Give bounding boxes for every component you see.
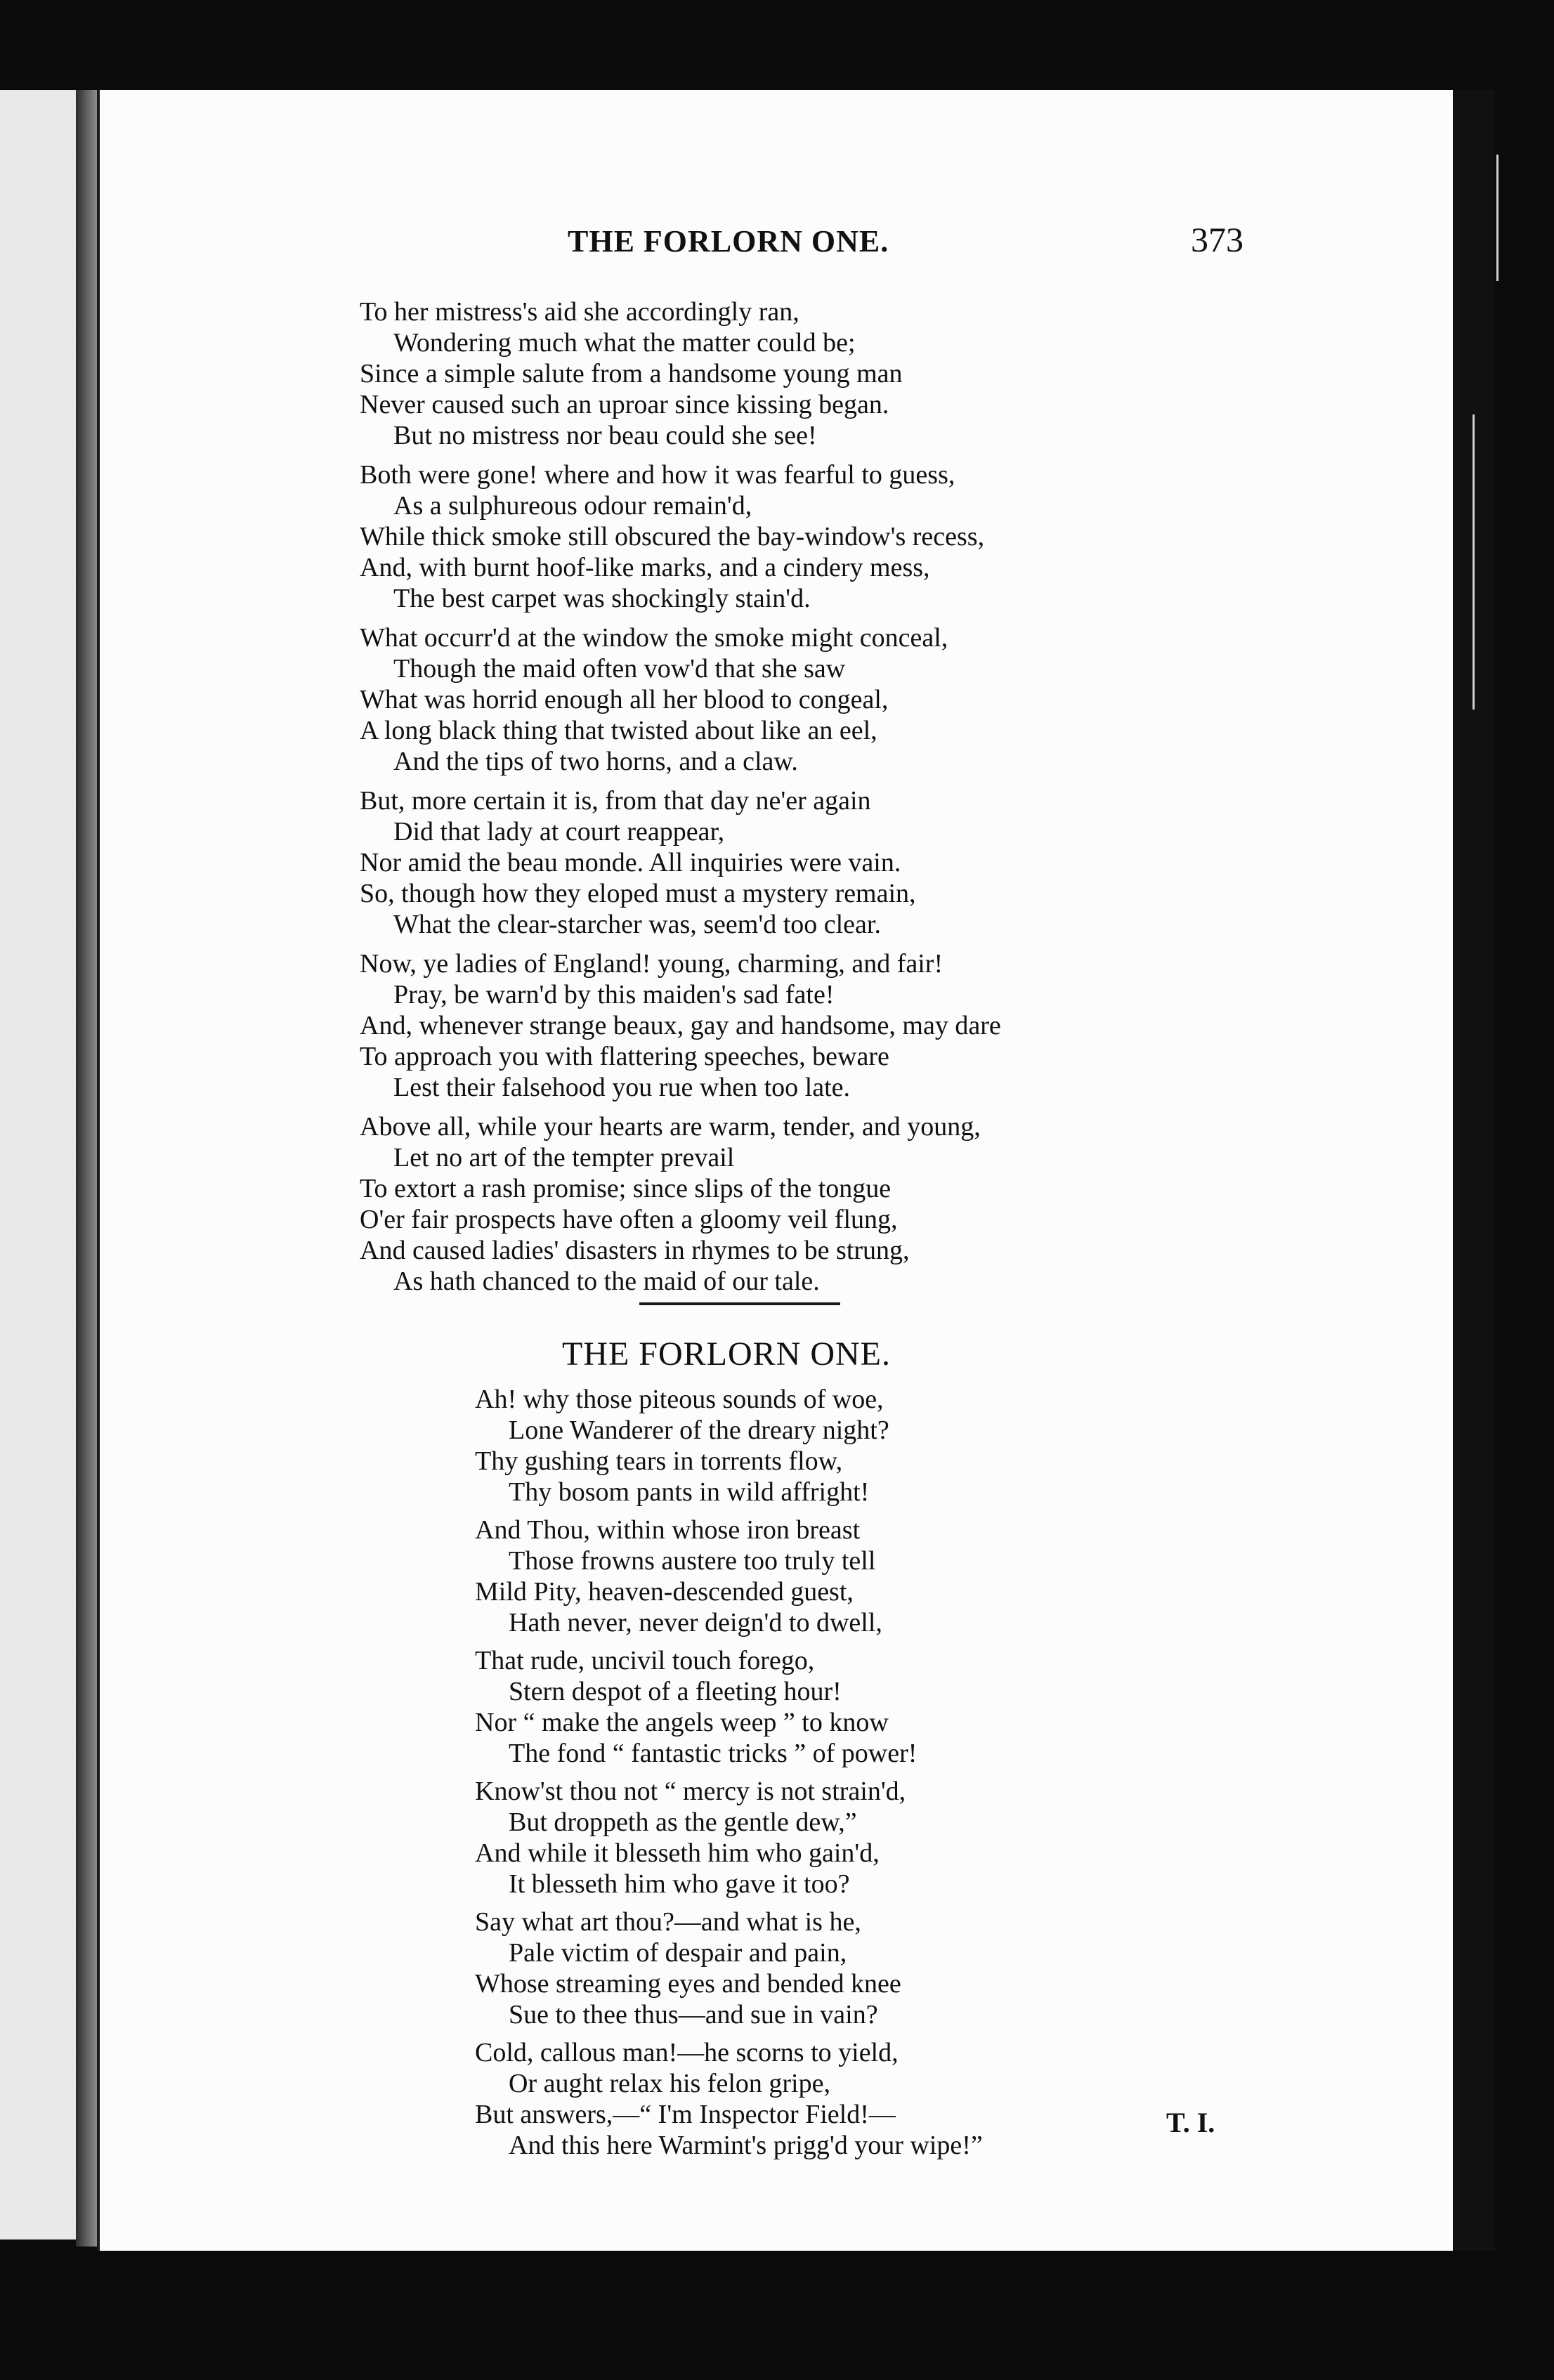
verse-line: Pray, be warn'd by this maiden's sad fate! bbox=[393, 980, 835, 1009]
stanza bbox=[360, 296, 903, 451]
verse-line: And the tips of two horns, and a claw. bbox=[393, 747, 798, 776]
verse-line: O'er fair prospects have often a gloomy veil flung, bbox=[360, 1205, 898, 1234]
verse-line: Above all, while your hearts are warm, tender, and young, bbox=[360, 1112, 981, 1142]
verse-line: And, with burnt hoof-like marks, and a cindery mess, bbox=[360, 553, 930, 582]
verse-line: Both were gone! where and how it was fearful to guess, bbox=[360, 460, 955, 490]
page-number: 373 bbox=[1191, 220, 1243, 259]
verse-line: Or aught relax his felon gripe, bbox=[509, 2069, 830, 2098]
stanza bbox=[360, 1111, 981, 1297]
verse-line: And Thou, within whose iron breast bbox=[475, 1515, 861, 1545]
verse-line: Sue to thee thus—and sue in vain? bbox=[509, 2000, 878, 2029]
verse-line: What was horrid enough all her blood to congeal, bbox=[360, 685, 889, 714]
stanza bbox=[360, 948, 1001, 1103]
verse-line: The best carpet was shockingly stain'd. bbox=[393, 584, 811, 613]
verse-line: Mild Pity, heaven-descended guest, bbox=[475, 1577, 854, 1607]
verse-line: Stern despot of a fleeting hour! bbox=[509, 1677, 842, 1706]
verse-line: Lone Wanderer of the dreary night? bbox=[509, 1415, 889, 1445]
verse-line: What the clear-starcher was, seem'd too clear. bbox=[393, 910, 881, 939]
verse-line: That rude, uncivil touch forego, bbox=[475, 1646, 815, 1675]
verse-line: Those frowns austere too truly tell bbox=[509, 1546, 876, 1576]
verse-line: Wondering much what the matter could be; bbox=[393, 328, 856, 358]
verse-line: Ah! why those piteous sounds of woe, bbox=[475, 1385, 884, 1414]
verse-line: But no mistress nor beau could she see! bbox=[393, 421, 817, 450]
verse-line: Hath never, never deign'd to dwell, bbox=[509, 1608, 882, 1637]
stanza bbox=[475, 1384, 889, 1508]
verse-line: Never caused such an uproar since kissing began. bbox=[360, 390, 889, 419]
verse-line: Say what art thou?—and what is he, bbox=[475, 1907, 861, 1937]
stanza bbox=[360, 622, 948, 777]
verse-line: While thick smoke still obscured the bay-window's recess, bbox=[360, 522, 985, 551]
margin-line bbox=[1496, 155, 1498, 281]
verse-line: Thy bosom pants in wild affright! bbox=[509, 1477, 870, 1507]
verse-line: Though the maid often vow'd that she saw bbox=[393, 654, 846, 684]
verse-line: But answers,—“ I'm Inspector Field!— bbox=[475, 2100, 896, 2129]
verse-line: What occurr'd at the window the smoke might conceal, bbox=[360, 623, 948, 653]
verse-line: Thy gushing tears in torrents flow, bbox=[475, 1446, 843, 1476]
stanza bbox=[475, 1515, 882, 1638]
verse-line: As a sulphureous odour remain'd, bbox=[393, 491, 752, 521]
verse-line: And, whenever strange beaux, gay and handsome, may dare bbox=[360, 1011, 1001, 1040]
verse-line: To her mistress's aid she accordingly ran, bbox=[360, 297, 799, 327]
stanza bbox=[475, 2037, 983, 2161]
verse-line: A long black thing that twisted about like an eel, bbox=[360, 716, 877, 745]
verse-line: Know'st thou not “ mercy is not strain'd, bbox=[475, 1777, 906, 1806]
left-page-edge bbox=[0, 90, 77, 2240]
verse-line: And caused ladies' disasters in rhymes to be strung, bbox=[360, 1236, 910, 1265]
stanza bbox=[360, 785, 916, 940]
verse-line: Cold, callous man!—he scorns to yield, bbox=[475, 2038, 899, 2067]
verse-line: To extort a rash promise; since slips of the tongue bbox=[360, 1174, 892, 1203]
book-gutter bbox=[76, 90, 100, 2247]
poem-title: THE FORLORN ONE. bbox=[562, 1335, 891, 1373]
verse-line: Nor “ make the angels weep ” to know bbox=[475, 1708, 889, 1737]
verse-line: As hath chanced to the maid of our tale. bbox=[393, 1267, 820, 1296]
verse-line: And this here Warmint's prigg'd your wipe!” bbox=[509, 2131, 983, 2160]
verse-line: Since a simple salute from a handsome young man bbox=[360, 359, 903, 388]
verse-line: But, more certain it is, from that day ne'er again bbox=[360, 786, 871, 816]
margin-line bbox=[1473, 414, 1475, 710]
verse-line: Did that lady at court reappear, bbox=[393, 817, 725, 846]
stanza bbox=[360, 459, 984, 614]
verse-line: Whose streaming eyes and bended knee bbox=[475, 1969, 901, 1999]
verse-line: So, though how they eloped must a mystery remain, bbox=[360, 879, 916, 908]
verse-line: And while it blesseth him who gain'd, bbox=[475, 1838, 880, 1868]
author-signature: T. I. bbox=[1166, 2107, 1215, 2138]
verse-line: Let no art of the tempter prevail bbox=[393, 1143, 735, 1172]
verse-line: It blesseth him who gave it too? bbox=[509, 1869, 850, 1899]
verse-line: Nor amid the beau monde. All inquiries were vain. bbox=[360, 848, 901, 877]
verse-line: Now, ye ladies of England! young, charming, and fair! bbox=[360, 949, 944, 979]
page-header bbox=[464, 220, 1243, 273]
verse-line: But droppeth as the gentle dew,” bbox=[509, 1807, 857, 1837]
verse-line: The fond “ fantastic tricks ” of power! bbox=[509, 1739, 918, 1768]
verse-line: Pale victim of despair and pain, bbox=[509, 1938, 847, 1968]
verse-line: Lest their falsehood you rue when too late. bbox=[393, 1073, 851, 1102]
section-divider bbox=[639, 1302, 840, 1305]
stanza bbox=[475, 1776, 906, 1900]
running-title: THE FORLORN ONE. bbox=[568, 224, 889, 259]
stanza bbox=[475, 1645, 917, 1769]
stanza bbox=[475, 1907, 901, 2030]
verse-line: To approach you with flattering speeches, beware bbox=[360, 1042, 889, 1071]
